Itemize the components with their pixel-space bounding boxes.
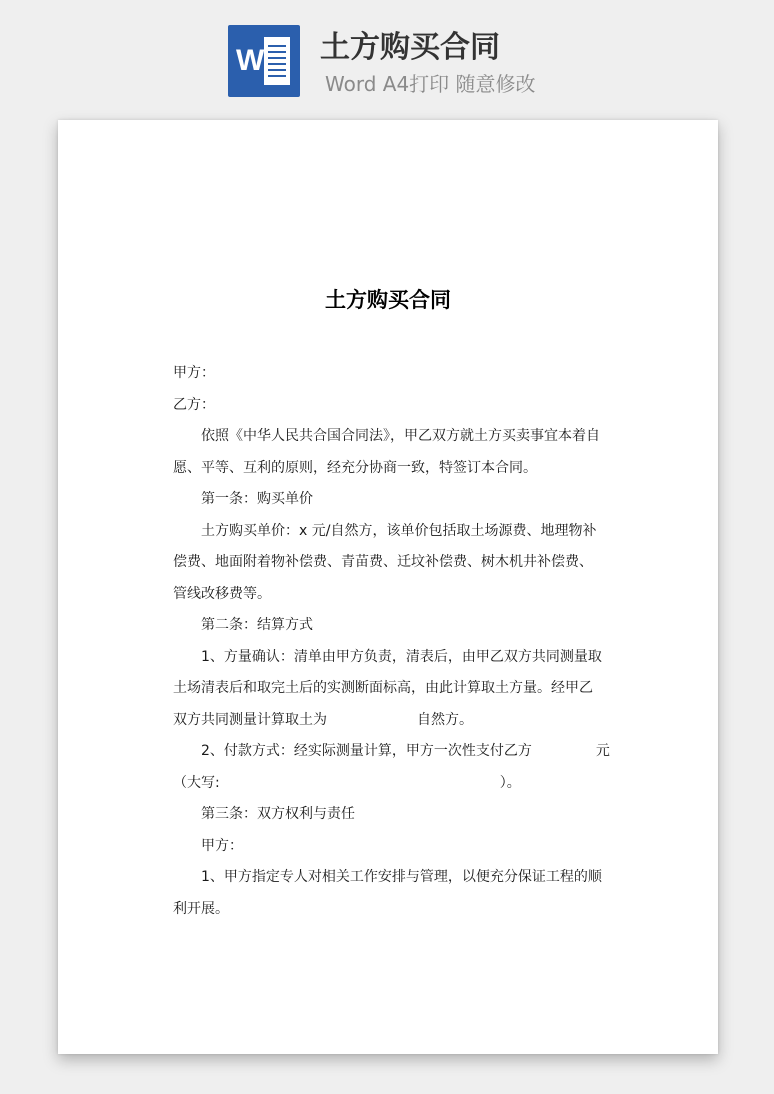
article-1-line-2: 偿费、地面附着物补偿费、青苗费、迁坟补偿费、树木机井补偿费、 [173,554,593,570]
document-title: 土方购买合同 [325,288,451,312]
article-2-line-2: 土场清表后和取完土后的实测断面标高，由此计算取土方量。经甲乙 [173,680,593,696]
article-3-line-2: 利开展。 [173,900,229,917]
article-1-line-3: 管线改移费等。 [173,585,271,602]
article-2-line-1: 1、方量确认：清单由甲方负责，清表后，由甲乙双方共同测量取 [201,648,602,665]
header [0,0,774,110]
app-title: 土方购买合同 [320,30,500,65]
article-2-line-3 [173,705,605,737]
word-doc-icon [228,25,300,97]
word-letter: W [236,44,265,77]
article-2-line-5 [173,768,605,800]
app-subtitle: Word A4打印 随意修改 [325,72,536,96]
intro-line-1: 依照《中华人民共合国合同法》，甲乙双方就土方买卖事宜本着自 [201,428,600,444]
party-a-line: 甲方： [173,365,215,381]
document-page [58,120,718,1054]
article-3-line-1: 1、甲方指定专人对相关工作安排与管理，以便充分保证工程的顺 [201,869,602,885]
document-body [173,358,610,925]
article-2-title: 第二条：结算方式 [201,617,313,633]
article-3-party-a: 甲方： [201,837,243,854]
payment-unit: 元 [595,743,610,759]
intro-line-2: 愿、平等、互利的原则，经充分协商一致，特签订本合同。 [173,459,537,476]
earth-volume-label: 双方共同测量计算取土为 [173,711,327,728]
article-1-title: 第一条：购买单价 [201,491,313,507]
article-3-title: 第三条：双方权利与责任 [201,806,355,822]
amount-in-words-close: ）。 [499,774,521,791]
watermark [101,460,124,488]
payment-label: 2、付款方式：经实际测量计算，甲方一次性支付乙方 [201,743,532,759]
amount-in-words-label: （大写: [173,774,220,791]
article-1-line-1: 土方购买单价：x 元/自然方，该单价包括取土场源费、地理物补 [201,522,597,539]
earth-volume-unit: 自然方。 [417,711,473,728]
party-b-line: 乙方： [173,396,215,413]
article-2-line-4 [173,736,610,768]
